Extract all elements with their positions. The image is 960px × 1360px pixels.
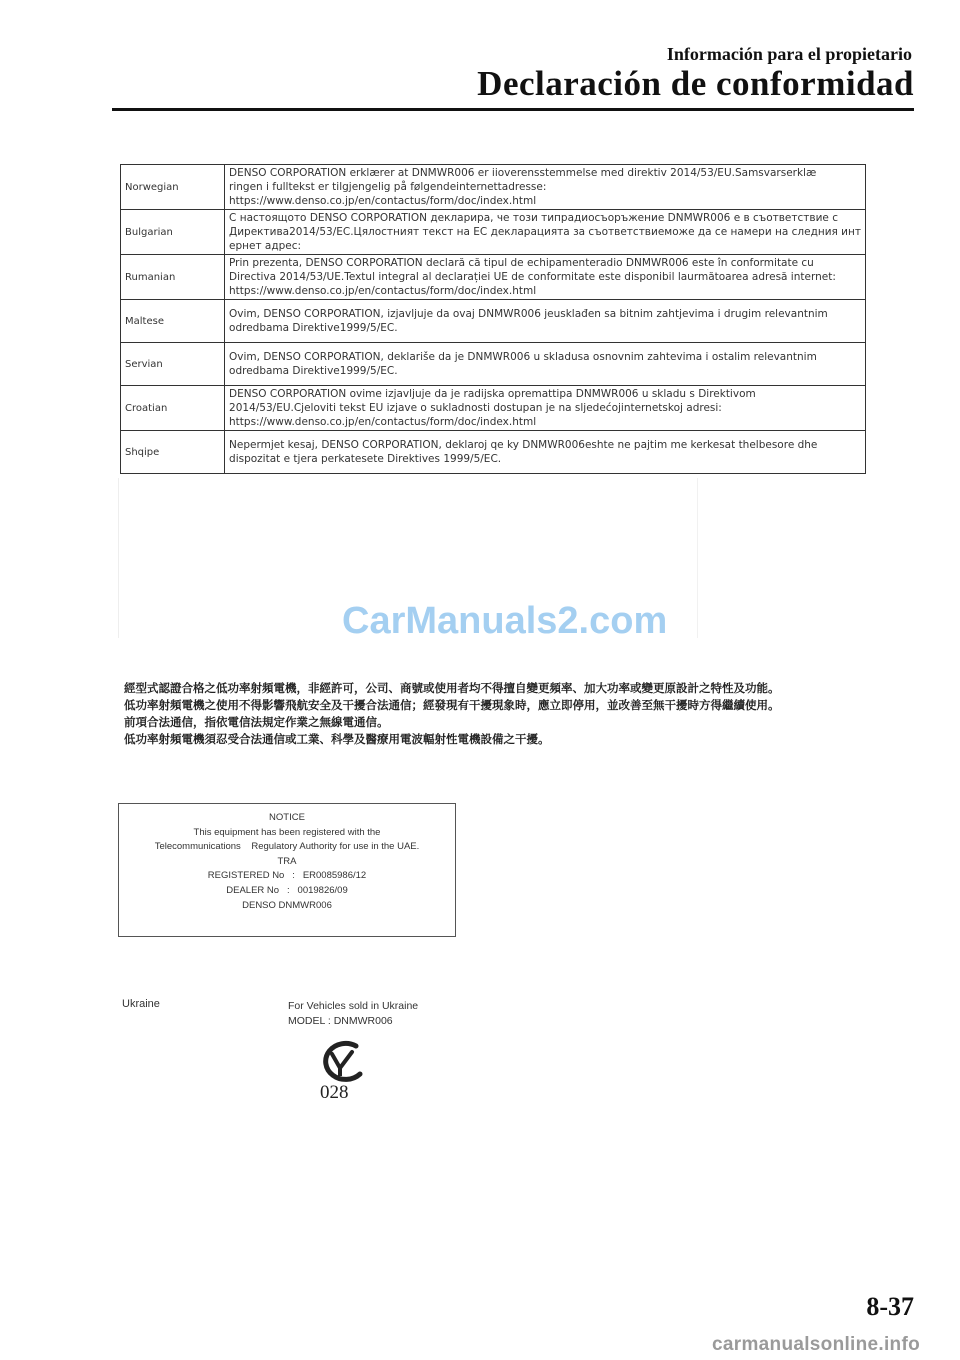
notice-line: REGISTERED No : ER0085986/12 — [207, 870, 367, 882]
declaration-text — [225, 343, 866, 386]
notice-line: TRA — [277, 855, 297, 867]
text-line: DENSO CORPORATION ovime izjavljuje da je radijska opremattipa DNMWR006 u skladu s Direktivom — [229, 388, 756, 400]
ukraine-line: MODEL : DNMWR006 — [288, 1015, 393, 1027]
text-line: Prin prezenta, DENSO CORPORATION declară că tipul de echipamenteradio DNMWR006 este în conformitate cu — [229, 257, 814, 269]
language-cell: Bulgarian — [121, 210, 225, 255]
ukraine-mark-code: 028 — [320, 1082, 349, 1103]
notice-heading: NOTICE — [269, 812, 305, 823]
section-subtitle: Información para el propietario — [666, 44, 912, 64]
text-line: odredbama Direktive1999/5/EC. — [229, 322, 398, 334]
text-line: odredbama Direktive1999/5/EC. — [229, 365, 398, 377]
table-row — [121, 210, 866, 255]
declarations-table — [120, 164, 866, 474]
text-line: Директива2014/53/ЕС.Цялостният текст на ЕС декларацията за съответствиеможе да се намери на следния инт — [229, 226, 861, 238]
language-cell: Rumanian — [121, 255, 225, 300]
text-line: Directiva 2014/53/UE.Textul integral al declarației UE de conformitate este disponibil laurmătoarea adresă internet: — [229, 271, 836, 283]
language-cell: Croatian — [121, 386, 225, 431]
text-line: 前項合法通信，指依電信法規定作業之無線電通信。 — [124, 715, 389, 729]
table-row — [121, 165, 866, 210]
text-line: ернет адрес: — [229, 240, 302, 252]
notice-line: DENSO DNMWR006 — [242, 899, 332, 911]
text-line: Nepermjet kesaj, DENSO CORPORATION, deklaroj qe ky DNMWR006eshte ne pajtim me kerkesat thelbesore dhe — [229, 439, 818, 451]
declaration-text — [225, 300, 866, 343]
notice-line: This equipment has been registered with the — [193, 826, 381, 838]
text-line: https://www.denso.co.jp/en/contactus/form/doc/index.html — [229, 285, 537, 297]
text-line: dispozitat e tjera perkatesete Direktives 1999/5/EC. — [229, 453, 502, 465]
text-line: Ovim, DENSO CORPORATION, deklariše da je DNMWR006 u skladusa osnovnim zahtevima i ostalim relevantnim — [229, 351, 817, 363]
uae-tra-notice-box — [118, 803, 456, 937]
declaration-text — [225, 210, 866, 255]
language-cell: Servian — [121, 343, 225, 386]
table-row — [121, 431, 866, 474]
text-line: Ovim, DENSO CORPORATION, izjavljuje da ovaj DNMWR006 jeusklađen sa bitnim zahtjevima i drugim relevantnim — [229, 308, 828, 320]
table-row — [121, 300, 866, 343]
text-line: 經型式認證合格之低功率射頻電機，非經許可，公司、商號或使用者均不得擅自變更頻率、加大功率或變更原設計之特性及功能。 — [124, 681, 780, 695]
text-line: https://www.denso.co.jp/en/contactus/form/doc/index.html — [229, 195, 537, 207]
declaration-text — [225, 431, 866, 474]
text-line: ringen i fulltekst er tilgjengelig på følgendeinternettadresse: — [229, 181, 547, 193]
footer-watermark: carmanualsonline.info — [712, 1334, 920, 1355]
declaration-text — [225, 386, 866, 431]
declaration-text — [225, 255, 866, 300]
text-line: https://www.denso.co.jp/en/contactus/form/doc/index.html — [229, 416, 537, 428]
declaration-text — [225, 165, 866, 210]
ukraine-info — [288, 999, 418, 1029]
notice-line: DEALER No : 0019826/09 — [226, 884, 348, 896]
table-row — [121, 386, 866, 431]
text-line: 低功率射頻電機須忍受合法通信或工業、科學及醫療用電波輻射性電機設備之干擾。 — [124, 732, 550, 746]
language-cell: Norwegian — [121, 165, 225, 210]
text-line: 低功率射頻電機之使用不得影響飛航安全及干擾合法通信；經發現有干擾現象時，應立即停用，並改善至無干擾時方得繼續使用。 — [124, 698, 780, 712]
notice-line: Telecommunications Regulatory Authority for use in the UAE. — [154, 841, 420, 853]
header-rule — [112, 108, 914, 111]
ukraine-line: For Vehicles sold in Ukraine — [288, 1000, 419, 1012]
page-title: Declaración de conformidad — [477, 64, 914, 103]
text-line: DENSO CORPORATION erklærer at DNMWR006 er iioverensstemmelse med direktiv 2014/53/EU.Samsvarserklæ — [229, 167, 817, 179]
taiwan-ncc-notice — [124, 680, 824, 748]
text-line: 2014/53/EU.Cjeloviti tekst EU izjave o sukladnosti dostupan je na sljedećojinternetskoj adresi: — [229, 402, 722, 414]
watermark: CarManuals2.com — [342, 600, 668, 642]
table-row — [121, 343, 866, 386]
ukraine-label: Ukraine — [122, 998, 160, 1010]
language-cell: Shqipe — [121, 431, 225, 474]
language-cell: Maltese — [121, 300, 225, 343]
table-row — [121, 255, 866, 300]
page-number: 8-37 — [866, 1292, 914, 1321]
text-line: С настоящото DENSO CORPORATION декларира, че този типрадиосъоръжение DNMWR006 е в съответствие с — [229, 212, 838, 224]
